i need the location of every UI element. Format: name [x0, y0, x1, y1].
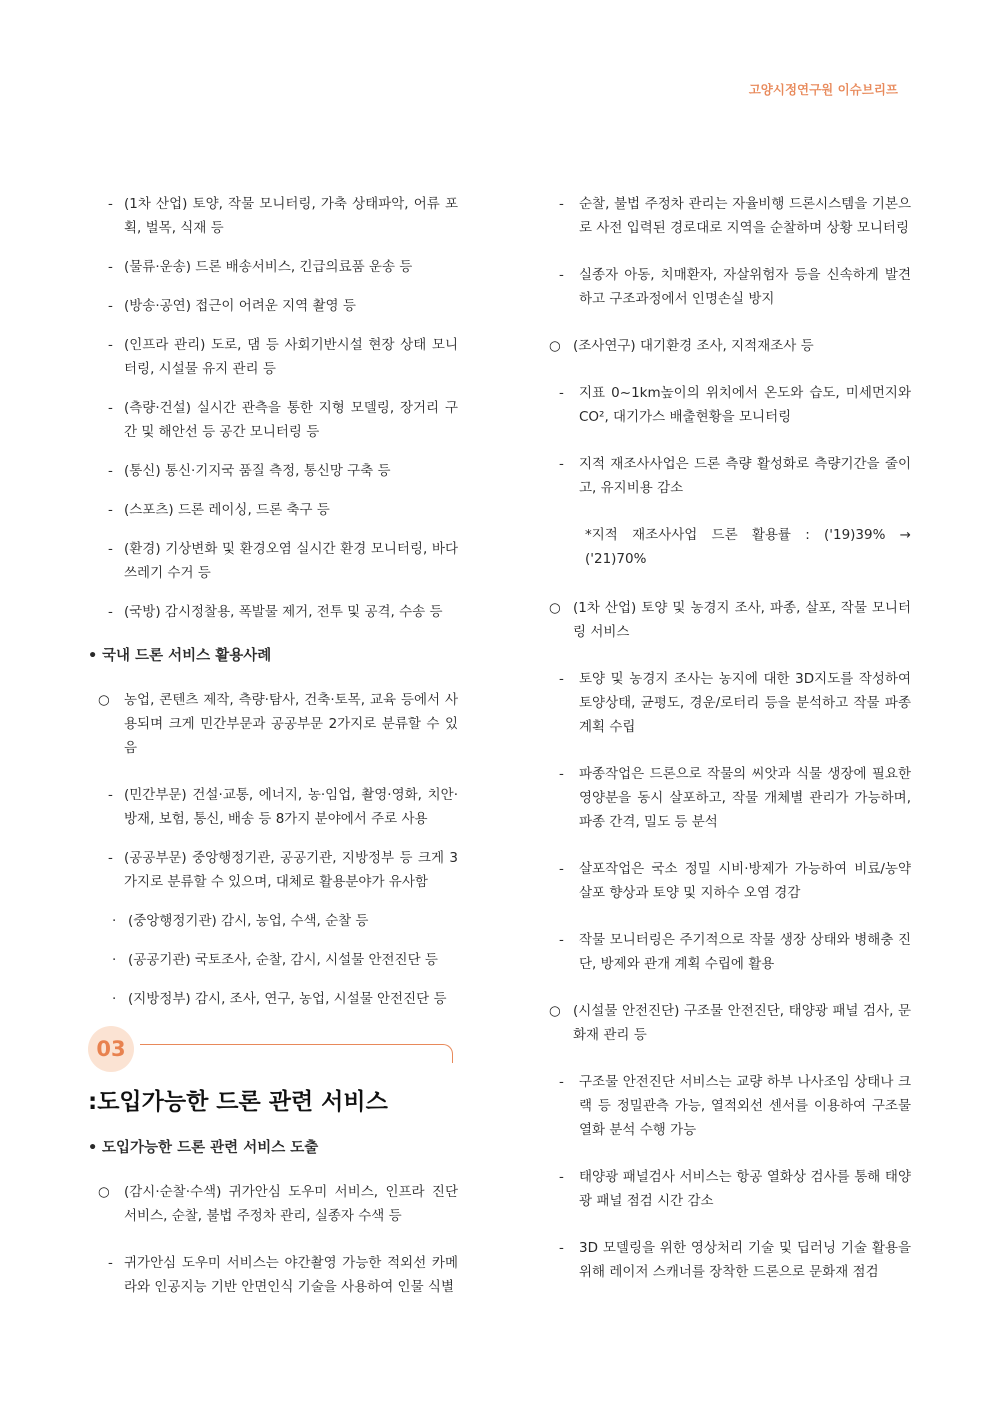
list-item: · (공공기관) 국토조사, 순찰, 감시, 시설물 안전진단 등: [112, 952, 438, 968]
list-item: - (환경) 기상변화 및 환경오염 실시간 환경 모니터링, 바다 쓰레기 수거 등: [108, 541, 458, 581]
list-item: ○ (감시·순찰·수색) 귀가안심 도우미 서비스, 인프라 진단 서비스, 순찰, 불법 주정차 관리, 실종자 수색 등: [98, 1184, 458, 1224]
section-marker: [88, 1026, 458, 1086]
footnote: *지적 재조사사업 드론 활용률 : ('19)39% → ('21)70%: [585, 527, 911, 567]
section-title: :도입가능한 드론 관련 서비스: [88, 1089, 388, 1115]
list-item: - 귀가안심 도우미 서비스는 야간촬영 가능한 적외선 카메라와 인공지능 기반 안면인식 기술을 사용하여 인물 식별: [108, 1255, 458, 1295]
list-item: - 태양광 패널검사 서비스는 항공 열화상 검사를 통해 태양광 패널 점검 시간 감소: [559, 1169, 911, 1209]
list-item: ○ (조사연구) 대기환경 조사, 지적재조사 등: [549, 338, 814, 354]
list-item: - (방송·공연) 접근이 어려운 지역 촬영 등: [108, 298, 356, 314]
right-column: [549, 192, 911, 1307]
list-item: · (중앙행정기관) 감시, 농업, 수색, 순찰 등: [112, 913, 369, 929]
list-item: · (지방정부) 감시, 조사, 연구, 농업, 시설물 안전진단 등: [112, 991, 447, 1007]
list-item: - 3D 모델링을 위한 영상처리 기술 및 딥러닝 기술 활용을 위해 레이저 스캐너를 장착한 드론으로 문화재 점검: [559, 1240, 911, 1280]
list-item: - (통신) 통신·기지국 품질 측정, 통신망 구축 등: [108, 463, 391, 479]
list-item: - 지적 재조사사업은 드론 측량 활성화로 측량기간을 줄이고, 유지비용 감소: [559, 456, 911, 496]
subsection-heading: • 도입가능한 드론 관련 서비스 도출: [88, 1140, 319, 1156]
list-item: - (측량·건설) 실시간 관측을 통한 지형 모델링, 장거리 구간 및 해안선 등 공간 모니터링 등: [108, 400, 458, 440]
list-item: - (1차 산업) 토양, 작물 모니터링, 가축 상태파악, 어류 포획, 벌목, 식재 등: [108, 196, 458, 236]
list-item: - 작물 모니터링은 주기적으로 작물 생장 상태와 병해충 진단, 방제와 관개 계획 수립에 활용: [559, 932, 911, 972]
list-item: - 토양 및 농경지 조사는 농지에 대한 3D지도를 작성하여 토양상태, 균평도, 경운/로터리 등을 분석하고 작물 파종계획 수립: [559, 671, 911, 735]
list-item: - 구조물 안전진단 서비스는 교량 하부 나사조임 상태나 크랙 등 정밀관측 가능, 열적외선 센서를 이용하여 구조물 열화 분석 수행 가능: [559, 1074, 911, 1138]
list-item: - (국방) 감시정찰용, 폭발물 제거, 전투 및 공격, 수송 등: [108, 604, 443, 620]
list-item: - (인프라 관리) 도로, 댐 등 사회기반시설 현장 상태 모니터링, 시설물 유지 관리 등: [108, 337, 458, 377]
section-divider: [140, 1044, 453, 1063]
list-item: - (스포츠) 드론 레이싱, 드론 축구 등: [108, 502, 330, 518]
section-number: 03: [88, 1026, 134, 1072]
list-item: - 살포작업은 국소 정밀 시비·방제가 가능하여 비료/농약 살포 향상과 토양 및 지하수 오염 경감: [559, 861, 911, 901]
list-item: - 파종작업은 드론으로 작물의 씨앗과 식물 생장에 필요한 영양분을 동시 살포하고, 작물 개체별 관리가 가능하며, 파종 간격, 밀도 등 분석: [559, 766, 911, 830]
list-item: ○ (시설물 안전진단) 구조물 안전진단, 태양광 패널 검사, 문화재 관리 등: [549, 1003, 911, 1043]
list-item: ○ (1차 산업) 토양 및 농경지 조사, 파종, 살포, 작물 모니터링 서비스: [549, 600, 911, 640]
list-item: ○ 농업, 콘텐츠 제작, 측량·탐사, 건축·토목, 교육 등에서 사용되며 크게 민간부문과 공공부문 2가지로 분류할 수 있음: [98, 692, 458, 756]
list-item: - (공공부문) 중앙행정기관, 공공기관, 지방정부 등 크게 3가지로 분류할 수 있으며, 대체로 활용분야가 유사함: [108, 850, 458, 890]
publication-header: 고양시정연구원 이슈브리프: [748, 82, 898, 97]
list-item: - (민간부문) 건설·교통, 에너지, 농·임업, 촬영·영화, 치안·방재, 보험, 통신, 배송 등 8가지 분야에서 주로 사용: [108, 787, 458, 827]
list-item: - 순찰, 불법 주정차 관리는 자율비행 드론시스템을 기본으로 사전 입력된 경로대로 지역을 순찰하며 상황 모니터링: [559, 196, 911, 236]
left-column: [88, 192, 458, 1314]
list-item: - 지표 0~1km높이의 위치에서 온도와 습도, 미세먼지와 CO², 대기가스 배출현황을 모니터링: [559, 385, 911, 425]
subsection-heading: • 국내 드론 서비스 활용사례: [88, 648, 272, 664]
list-item: - (물류·운송) 드론 배송서비스, 긴급의료품 운송 등: [108, 259, 413, 275]
list-item: - 실종자 아동, 치매환자, 자살위험자 등을 신속하게 발견하고 구조과정에서 인명손실 방지: [559, 267, 911, 307]
